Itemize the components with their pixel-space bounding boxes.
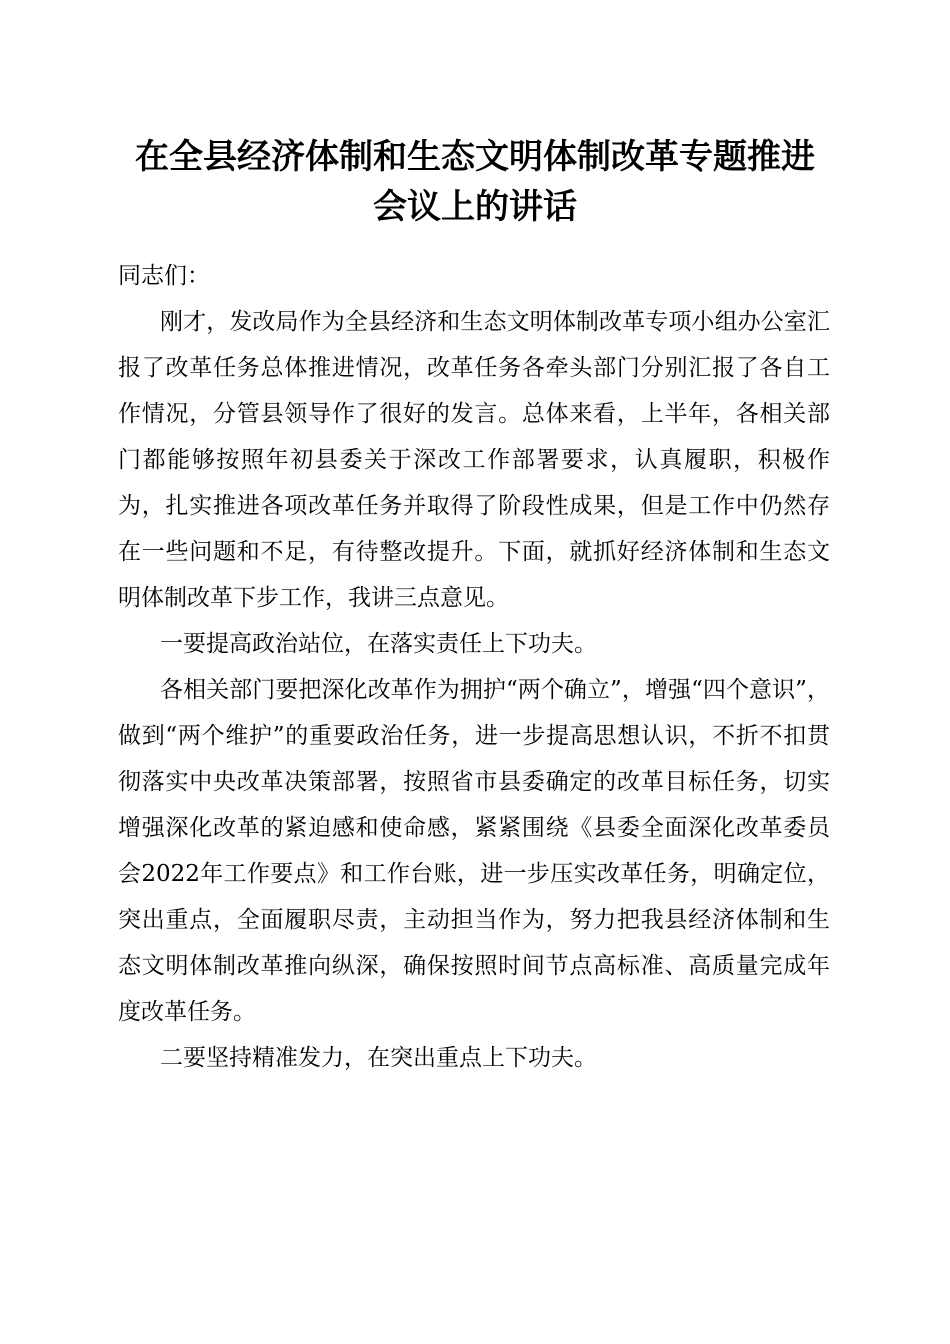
section-heading-1: 一要提高政治站位，在落实责任上下功夫。 [160, 631, 597, 657]
greeting: 同志们： [118, 263, 210, 289]
section-heading-2: 二要坚持精准发力，在突出重点上下功夫。 [160, 1045, 597, 1071]
document-title [100, 132, 850, 232]
paragraph-intro: 刚才，发改局作为全县经济和生态文明体制改革专项小组办公室汇报了改革任务总体推进情况，改革任务各牵头部门分别汇报了各自工作情况，分管县领导作了很好的发言。总体来看，上半年，各相关部门都能够按照年初县委关于深改工作部署要求，认真履职，积极作为，扎实推进各项改革任务并取得了阶段性成果，但是工作中仍然存在一些问题和不足，有待整改提升。下面，就抓好经济体制和生态文明体制改革下步工作，我讲三点意见。 [118, 309, 830, 611]
document-body [118, 253, 830, 1081]
title-line-1: 在全县经济体制和生态文明体制改革专题推进 [135, 137, 815, 177]
paragraph-section-1: 各相关部门要把深化改革作为拥护“两个确立”，增强“四个意识”，做到“两个维护”的重要政治任务，进一步提高思想认识，不折不扣贯彻落实中央改革决策部署，按照省市县委确定的改革目标任务，切实增强深化改革的紧迫感和使命感，紧紧围绕《县委全面深化改革委员会2022年工作要点》和工作台账，进一步压实改革任务，明确定位，突出重点，全面履职尽责，主动担当作为，努力把我县经济体制和生态文明体制改革推向纵深，确保按照时间节点高标准、高质量完成年度改革任务。 [118, 677, 830, 1025]
title-line-2: 会议上的讲话 [373, 187, 577, 227]
